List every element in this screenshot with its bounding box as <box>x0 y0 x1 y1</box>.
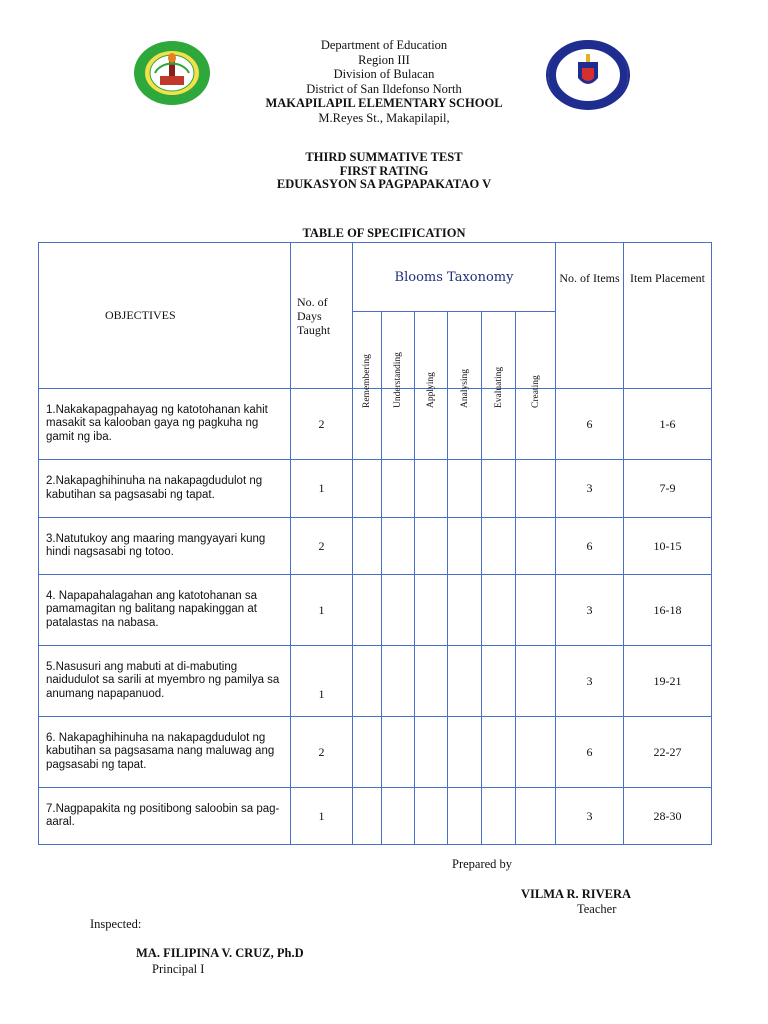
table-row <box>39 518 712 575</box>
blooms-level-header: Understanding <box>382 312 415 389</box>
letterhead <box>200 38 568 125</box>
items-header: No. of Items <box>556 243 624 389</box>
table-row <box>39 646 712 717</box>
department-line: Department of Education <box>320 38 448 52</box>
table-row <box>39 460 712 518</box>
objective-cell: 2.Nakapaghihinuha na nakapagdudulot ng kabutihan sa pagsasabi ng tapat. <box>39 460 291 518</box>
objective-cell: 6. Nakapaghihinuha na nakapagdudulot ng kabutihan sa pagsasama nang maluwag ang pagsasabi ng tapat. <box>39 717 291 788</box>
blooms-cell <box>415 460 448 518</box>
test-title: THIRD SUMMATIVE TEST <box>305 150 463 164</box>
blooms-cell <box>415 518 448 575</box>
objective-cell: 5.Nasusuri ang mabuti at di-mabuting naidudulot sa sarili at myembro ng pamilya sa anumang napapanuod. <box>39 646 291 717</box>
days-cell: 2 <box>291 389 353 460</box>
blooms-cell <box>516 646 556 717</box>
placement-cell: 1-6 <box>624 389 712 460</box>
placement-cell: 7-9 <box>624 460 712 518</box>
blooms-level-header: Creating <box>516 312 556 389</box>
days-cell: 2 <box>291 518 353 575</box>
principal-title: Principal I <box>152 962 205 976</box>
blooms-taxonomy-header: Blooms Taxonomy <box>353 243 556 312</box>
objectives-header: OBJECTIVES <box>39 243 291 389</box>
table-row <box>39 788 712 845</box>
days-cell: 1 <box>291 460 353 518</box>
placement-cell: 10-15 <box>624 518 712 575</box>
blooms-cell <box>415 646 448 717</box>
placement-cell: 22-27 <box>624 717 712 788</box>
school-name: MAKAPILAPIL ELEMENTARY SCHOOL <box>265 96 503 110</box>
test-titles <box>180 151 588 192</box>
blooms-cell <box>415 788 448 845</box>
placement-cell: 16-18 <box>624 575 712 646</box>
blooms-cell <box>448 518 482 575</box>
items-cell: 6 <box>556 389 624 460</box>
blooms-level-header: Analysing <box>448 312 482 389</box>
items-cell: 6 <box>556 518 624 575</box>
blooms-cell <box>482 646 516 717</box>
blooms-cell <box>448 460 482 518</box>
teacher-title: Teacher <box>577 902 617 916</box>
school-address: M.Reyes St., Makapilapil, <box>318 110 450 125</box>
blooms-cell <box>482 717 516 788</box>
blooms-level-header: Evaluating <box>482 312 516 389</box>
items-cell: 3 <box>556 788 624 845</box>
days-cell: 2 <box>291 717 353 788</box>
blooms-cell <box>516 788 556 845</box>
blooms-cell <box>448 788 482 845</box>
items-cell: 3 <box>556 646 624 717</box>
item-placement-header: Item Placement <box>624 243 712 389</box>
teacher-name: VILMA R. RIVERA <box>521 887 632 901</box>
table-title: TABLE OF SPECIFICATION <box>302 226 466 240</box>
items-cell: 3 <box>556 460 624 518</box>
blooms-cell <box>382 646 415 717</box>
district-line: District of San Ildefonso North <box>306 81 462 96</box>
blooms-cell <box>516 460 556 518</box>
table-row <box>39 389 712 460</box>
blooms-cell <box>382 518 415 575</box>
blooms-cell <box>448 646 482 717</box>
blooms-cell <box>382 575 415 646</box>
days-cell: 1 <box>291 788 353 845</box>
objective-cell: 7.Nagpapakita ng positibong saloobin sa pag-aaral. <box>39 788 291 845</box>
blooms-cell <box>516 575 556 646</box>
blooms-level-header: Applying <box>415 312 448 389</box>
blooms-cell <box>516 717 556 788</box>
blooms-cell <box>353 717 382 788</box>
blooms-cell <box>382 788 415 845</box>
blooms-cell <box>516 518 556 575</box>
blooms-cell <box>482 460 516 518</box>
prepared-by-label: Prepared by <box>452 857 513 871</box>
blooms-cell <box>382 460 415 518</box>
principal-name: MA. FILIPINA V. CRUZ, Ph.D <box>136 946 304 960</box>
blooms-cell <box>382 717 415 788</box>
blooms-cell <box>482 575 516 646</box>
subject-title: EDUKASYON SA PAGPAPAKATAO V <box>276 177 492 191</box>
blooms-cell <box>482 788 516 845</box>
objective-cell: 1.Nakakapagpahayag ng katotohanan kahit masakit sa kalooban gaya ng pagkuha ng gamit ng iba. <box>39 389 291 460</box>
placement-cell: 28-30 <box>624 788 712 845</box>
placement-cell: 19-21 <box>624 646 712 717</box>
objective-cell: 4. Napapahalagahan ang katotohanan sa pamamagitan ng balitang napakinggan at patalastas na nabasa. <box>39 575 291 646</box>
region-line: Region III <box>358 52 410 67</box>
blooms-cell <box>482 518 516 575</box>
days-cell: 1 <box>291 575 353 646</box>
objective-cell: 3.Natutukoy ang maaring mangyayari kung hindi nagsasabi ng totoo. <box>39 518 291 575</box>
table-row <box>39 575 712 646</box>
days-taught-header: No. of Days Taught <box>291 243 353 389</box>
blooms-cell <box>353 518 382 575</box>
blooms-cell <box>448 717 482 788</box>
blooms-cell <box>353 788 382 845</box>
blooms-level-header: Remembering <box>353 312 382 389</box>
rating-title: FIRST RATING <box>339 163 429 178</box>
inspected-label: Inspected: <box>90 917 142 931</box>
blooms-cell <box>353 460 382 518</box>
table-row <box>39 717 712 788</box>
items-cell: 3 <box>556 575 624 646</box>
specification-table <box>38 242 712 845</box>
days-cell: 1 <box>291 646 353 717</box>
blooms-cell <box>415 717 448 788</box>
blooms-cell <box>353 575 382 646</box>
blooms-cell <box>415 575 448 646</box>
blooms-cell <box>448 575 482 646</box>
division-line: Division of Bulacan <box>333 67 435 81</box>
items-cell: 6 <box>556 717 624 788</box>
blooms-cell <box>353 646 382 717</box>
